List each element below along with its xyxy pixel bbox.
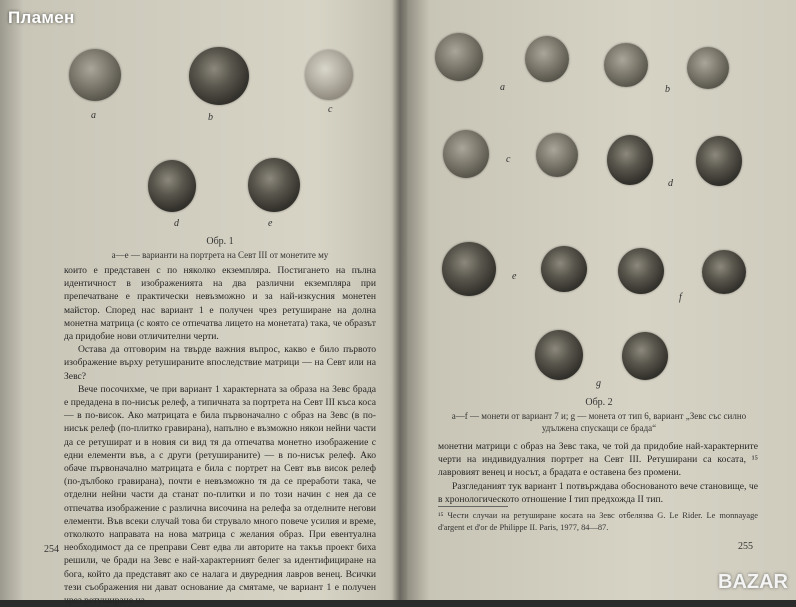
- coin-image: [702, 250, 746, 294]
- figure-label-d: d: [668, 178, 673, 189]
- figure-caption: [440, 396, 758, 434]
- coin-image-d: [148, 160, 196, 212]
- body-text: [438, 440, 758, 506]
- figure-label-c: c: [506, 154, 511, 165]
- paragraph: Разгледаният тук вариант 1 потвърждава обоснованото вече становище, че в хронологическото отношение I тип предхожда II тип.: [438, 480, 758, 505]
- coin-image: [622, 332, 668, 380]
- body-text: [64, 264, 376, 607]
- coin-image-c: [305, 50, 353, 100]
- site-logo: BAZAR: [718, 571, 788, 593]
- coin-image: [607, 135, 653, 185]
- right-page: [402, 0, 796, 600]
- figure-label-b: b: [665, 84, 670, 95]
- figure-label-e: e: [268, 218, 273, 229]
- coin-image-b: [189, 47, 249, 105]
- figure-label-c: c: [328, 104, 333, 115]
- coin-image: [541, 246, 587, 292]
- page-number: 254: [44, 544, 59, 555]
- coin-image: [442, 242, 496, 296]
- footnote-divider: [438, 506, 508, 507]
- footnote: ¹⁵ Чести случаи на ретуширане косата на Зевс отбелязва G. Le Rider. Le monnayage d'argent et d'or de Philippe II. Paris, 1977, 84—87.: [438, 511, 758, 532]
- coin-image-e: [248, 158, 300, 212]
- coin-image: [443, 130, 489, 178]
- page-number: 255: [738, 541, 753, 552]
- coin-image: [604, 43, 648, 87]
- caption-text: а—е — варианти на портрета на Севт III от монетите му: [111, 249, 329, 260]
- coin-image-a: [69, 49, 121, 101]
- paragraph: които е представен с по няколко екземпляра. Постигането на пълна идентичност в изображенията на два различни екземпляра при препечатване е практически невъзможно и за най-изкусния монетен майстор. Според нас вариант 1 е получен чрез ретуширане на долна монетна матрица (с която се отпечатва лицето на монетата) така, че образът да придобие нови отличителни черти.: [64, 265, 376, 343]
- figure-label-d: d: [174, 218, 179, 229]
- caption-title: Обр. 1: [206, 236, 234, 247]
- coin-image: [435, 33, 483, 81]
- coin-image: [536, 133, 578, 177]
- coin-image: [618, 248, 664, 294]
- figure-label-e: e: [512, 271, 517, 282]
- paragraph: Вече посочихме, че при вариант 1 характерната за образа на Зевс брада е предадена в по-нисък релеф, а типичната за портрета на Севт III къса коса — в по-висок. Ако матрицата е била първоначално с образ на Зевс (в по-нисък релеф (по-плитко гравирана), напълно е възможно някои нейни части да се ретушират и в новия си вид тя да отпечатва монетно изображение с едни елементи във, а с други (ретушираните) — в по-нисък релеф. Ако обаче първоначално матрицата е била с портрет на Севт във висок релеф (по-дълбоко гравирана), почти е невъзможно тя да се преработи така, че отделни нейни части да станат по-плитки и по този начин с нея да се отпечатва изображение с различна височина на релефа за отделните негови елементи. Във всеки случай това би струвало много повече усилия и време, отколкото направата на нова матрица с желания образ. При евентуална необходимост да се преправи Севт едва ли авторите на такъв проект биха решили, че бради на Зевс е най-характерният белег за идентифициране на бога, който да представят ако се налага и двуредния лавров венец. Всички тези съображения ни дават основание да смятаме, че вариант 1 е получен чрез ретуширане на: [64, 383, 376, 607]
- figure-caption: [100, 235, 340, 261]
- seller-watermark: Пламен: [8, 8, 75, 27]
- figure-label-b: b: [208, 112, 213, 123]
- coin-image: [696, 136, 742, 186]
- caption-text: а—f — монети от вариант 7 и; g — монета от тип 6, вариант „Зевс със силно удължена спускащи се брада“: [451, 410, 747, 433]
- caption-title: Обр. 2: [585, 397, 613, 408]
- paragraph: Остава да отговорим на твърде важния въпрос, какво е било първото изображение върху ретушираните впоследствие матрици — на Севт или на Зевс?: [64, 344, 376, 382]
- figure-label-a: a: [91, 110, 96, 121]
- coin-image: [535, 330, 583, 380]
- figure-label-a: a: [500, 82, 505, 93]
- figure-label-f: f: [679, 292, 682, 303]
- coin-image: [687, 47, 729, 89]
- coin-image: [525, 36, 569, 82]
- figure-label-g: g: [596, 378, 601, 389]
- paragraph: монетни матрици с образ на Зевс така, че той да придобие най-характерните черти на индивидуалния портрет на Севт III. Ретуширани са косата, ¹⁵ лавровият венец и носът, а брадата е оставена без промени.: [438, 441, 758, 479]
